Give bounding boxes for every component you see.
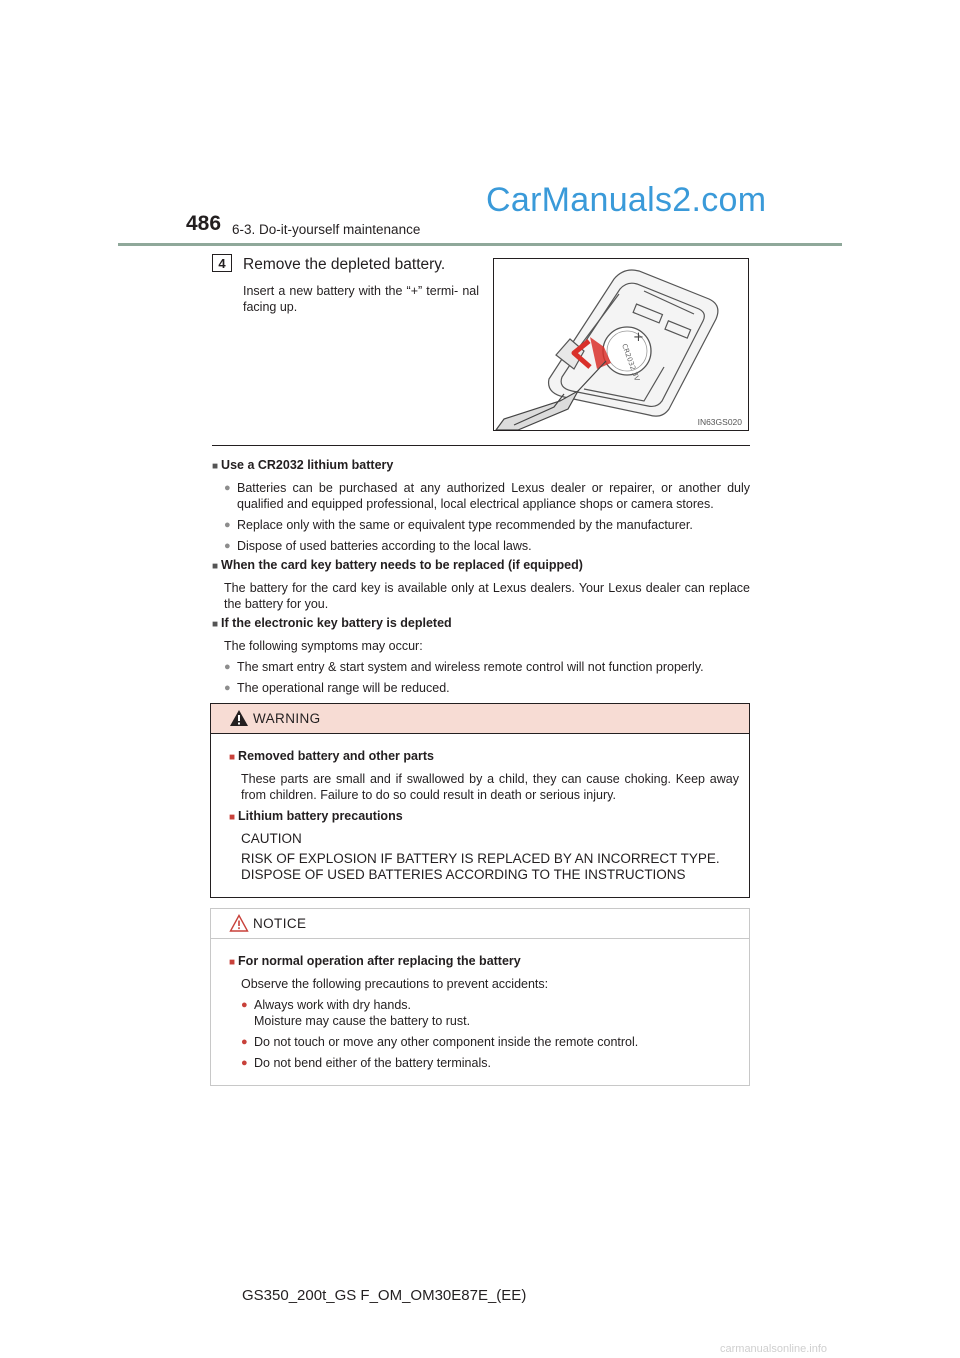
list-item: ● Batteries can be purchased at any authorized Lexus dealer or repairer, or another duly qualified and equipped professional, local electrical appliance shops or camera stores. (224, 481, 750, 511)
notice-heading: ■ For normal operation after replacing the battery (229, 954, 521, 968)
warning-item-heading: ■ Removed battery and other parts (229, 749, 434, 763)
bullet-dot-icon: ● (224, 540, 231, 552)
list-item: ● Always work with dry hands. Moisture may cause the battery to rust. (241, 998, 471, 1028)
list-item: ● Do not touch or move any other component inside the remote control. (241, 1035, 639, 1049)
key-fob-icon (494, 259, 748, 430)
notice-header (211, 909, 749, 939)
notice-text: Observe the following precautions to prevent accidents: (241, 977, 549, 991)
watermark-footer: carmanualsonline.info (720, 1343, 828, 1355)
notice-label: NOTICE (253, 916, 307, 931)
list-item: ● Dispose of used batteries according to the local laws. (224, 539, 532, 553)
key-battery-illustration (493, 258, 749, 431)
notice-box (210, 908, 750, 1086)
step-title: Remove the depleted battery. (243, 256, 446, 273)
list-item: ● The operational range will be reduced. (224, 681, 450, 695)
battery-plus-label: + (633, 330, 644, 345)
header-rule (118, 243, 842, 246)
square-bullet-icon: ■ (212, 461, 219, 472)
bullet-dot-icon: ● (241, 1036, 248, 1048)
step-body: Insert a new battery with the “+” termi- nal facing up. (243, 284, 479, 314)
warning-item-heading: ■ Lithium battery precautions (229, 809, 403, 823)
warning-triangle-icon (229, 709, 249, 727)
list-item: ● Replace only with the same or equivalent type recommended by the manufacturer. (224, 518, 693, 532)
warning-box (210, 703, 750, 898)
bullet-dot-icon: ● (241, 1057, 248, 1069)
square-bullet-icon: ■ (229, 957, 236, 968)
list-item: ● The smart entry & start system and wireless remote control will not function properly. (224, 660, 704, 674)
info-text: The following symptoms may occur: (224, 639, 423, 653)
section-title: 6-3. Do-it-yourself maintenance (232, 222, 421, 237)
info-heading: ■ When the card key battery needs to be replaced (if equipped) (212, 558, 583, 572)
section-divider (212, 445, 750, 446)
list-item: ● Do not bend either of the battery terminals. (241, 1056, 491, 1070)
info-heading: ■ If the electronic key battery is depleted (212, 616, 452, 630)
document-code-footer: GS350_200t_GS F_OM_OM30E87E_(EE) (242, 1287, 527, 1304)
square-bullet-icon: ■ (212, 561, 219, 572)
figure-code: IN63GS020 (697, 417, 742, 427)
warning-header (211, 704, 749, 734)
square-bullet-icon: ■ (229, 752, 236, 763)
warning-label: WARNING (253, 711, 321, 726)
bullet-dot-icon: ● (224, 519, 231, 531)
warning-caution-label: CAUTION (241, 831, 302, 846)
info-depleted-battery (212, 615, 750, 696)
info-card-key (212, 557, 750, 612)
page-number: 486 (186, 212, 222, 235)
warning-item-text: These parts are small and if swallowed by a child, they can cause choking. Keep away from children. Failure to do so could result in death or serious injury. (241, 772, 739, 802)
bullet-dot-icon: ● (224, 682, 231, 694)
bullet-dot-icon: ● (224, 482, 231, 494)
info-heading: ■ Use a CR2032 lithium battery (212, 458, 394, 472)
notice-triangle-icon (229, 914, 249, 932)
bullet-dot-icon: ● (241, 999, 248, 1011)
bullet-dot-icon: ● (224, 661, 231, 673)
square-bullet-icon: ■ (229, 812, 236, 823)
battery-type-label: CR2032 3V (620, 342, 641, 383)
info-battery-type (212, 457, 750, 554)
square-bullet-icon: ■ (212, 619, 219, 630)
watermark-logo: CarManuals2.com (486, 181, 767, 219)
warning-caution-text: RISK OF EXPLOSION IF BATTERY IS REPLACED BY AN INCORRECT TYPE. DISPOSE OF USED BATTERIES ACCORDING TO THE INSTRUCTIONS (241, 851, 720, 882)
info-text: The battery for the card key is available only at Lexus dealers. Your Lexus dealer can replace the battery for you. (224, 581, 750, 611)
step-number-badge: 4 (212, 254, 232, 272)
